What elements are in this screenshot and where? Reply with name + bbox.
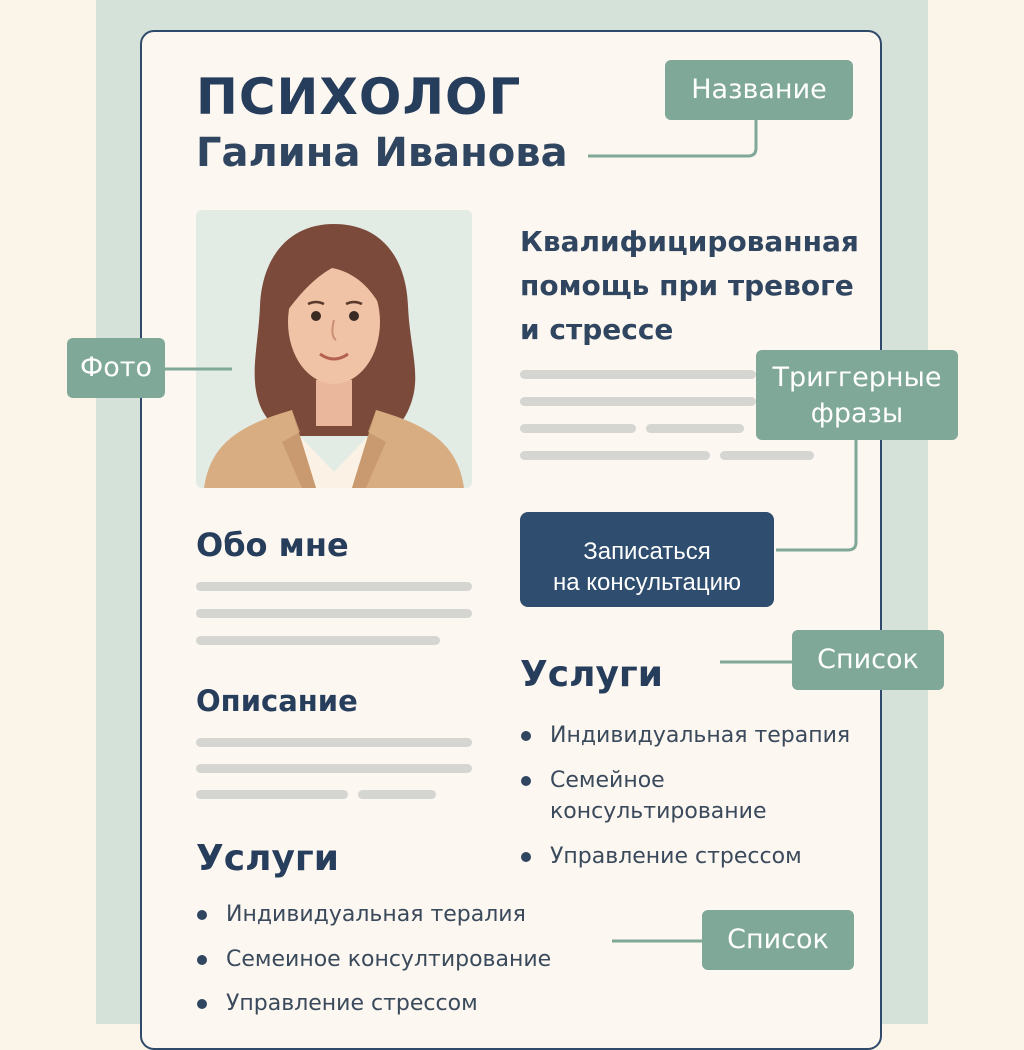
callout-list-1-text: Список [817, 644, 919, 675]
callout-trigger-line-2: фразы [810, 398, 904, 429]
list-item: Индивидуальная терапия [550, 723, 851, 748]
callout-list-2-text: Список [727, 924, 829, 955]
list-item: Семеиное консултирование [226, 947, 552, 972]
tagline-line-3: и стрессе [520, 313, 674, 346]
list-item: консультирование [550, 799, 767, 824]
callout-list-2 [702, 910, 854, 970]
callout-name-text: Название [691, 74, 827, 105]
callout-photo [67, 338, 165, 398]
callout-name [665, 60, 853, 120]
callout-photo-text: Фото [79, 352, 152, 383]
tagline-line-2: помощь при тревоге [520, 269, 854, 302]
connector-trigger [776, 438, 856, 550]
about-heading: Обо мне [196, 526, 349, 564]
book-consultation-line-1: Записаться [583, 538, 711, 565]
callout-trigger-line-1: Триггерные [772, 362, 942, 393]
tagline-line-1: Квалифицированная [520, 225, 859, 258]
list-item: Управление стрессом [226, 991, 478, 1016]
list-item: Индивидуальная тералия [226, 902, 526, 927]
callout-list-1 [792, 630, 944, 690]
services-heading-right: Услуги [520, 654, 663, 695]
description-heading: Описание [196, 684, 358, 718]
services-heading-left: Услуги [196, 838, 339, 879]
book-consultation-line-2: на консультацию [553, 569, 741, 596]
callout-trigger-phrases [756, 350, 958, 440]
list-item: Семейное [550, 768, 665, 793]
list-item: Управление стрессом [550, 844, 802, 869]
psychologist-name: Галина Иванова [196, 130, 568, 176]
page-title: ПСИХОЛОГ [196, 68, 522, 126]
connector-name [588, 120, 756, 156]
